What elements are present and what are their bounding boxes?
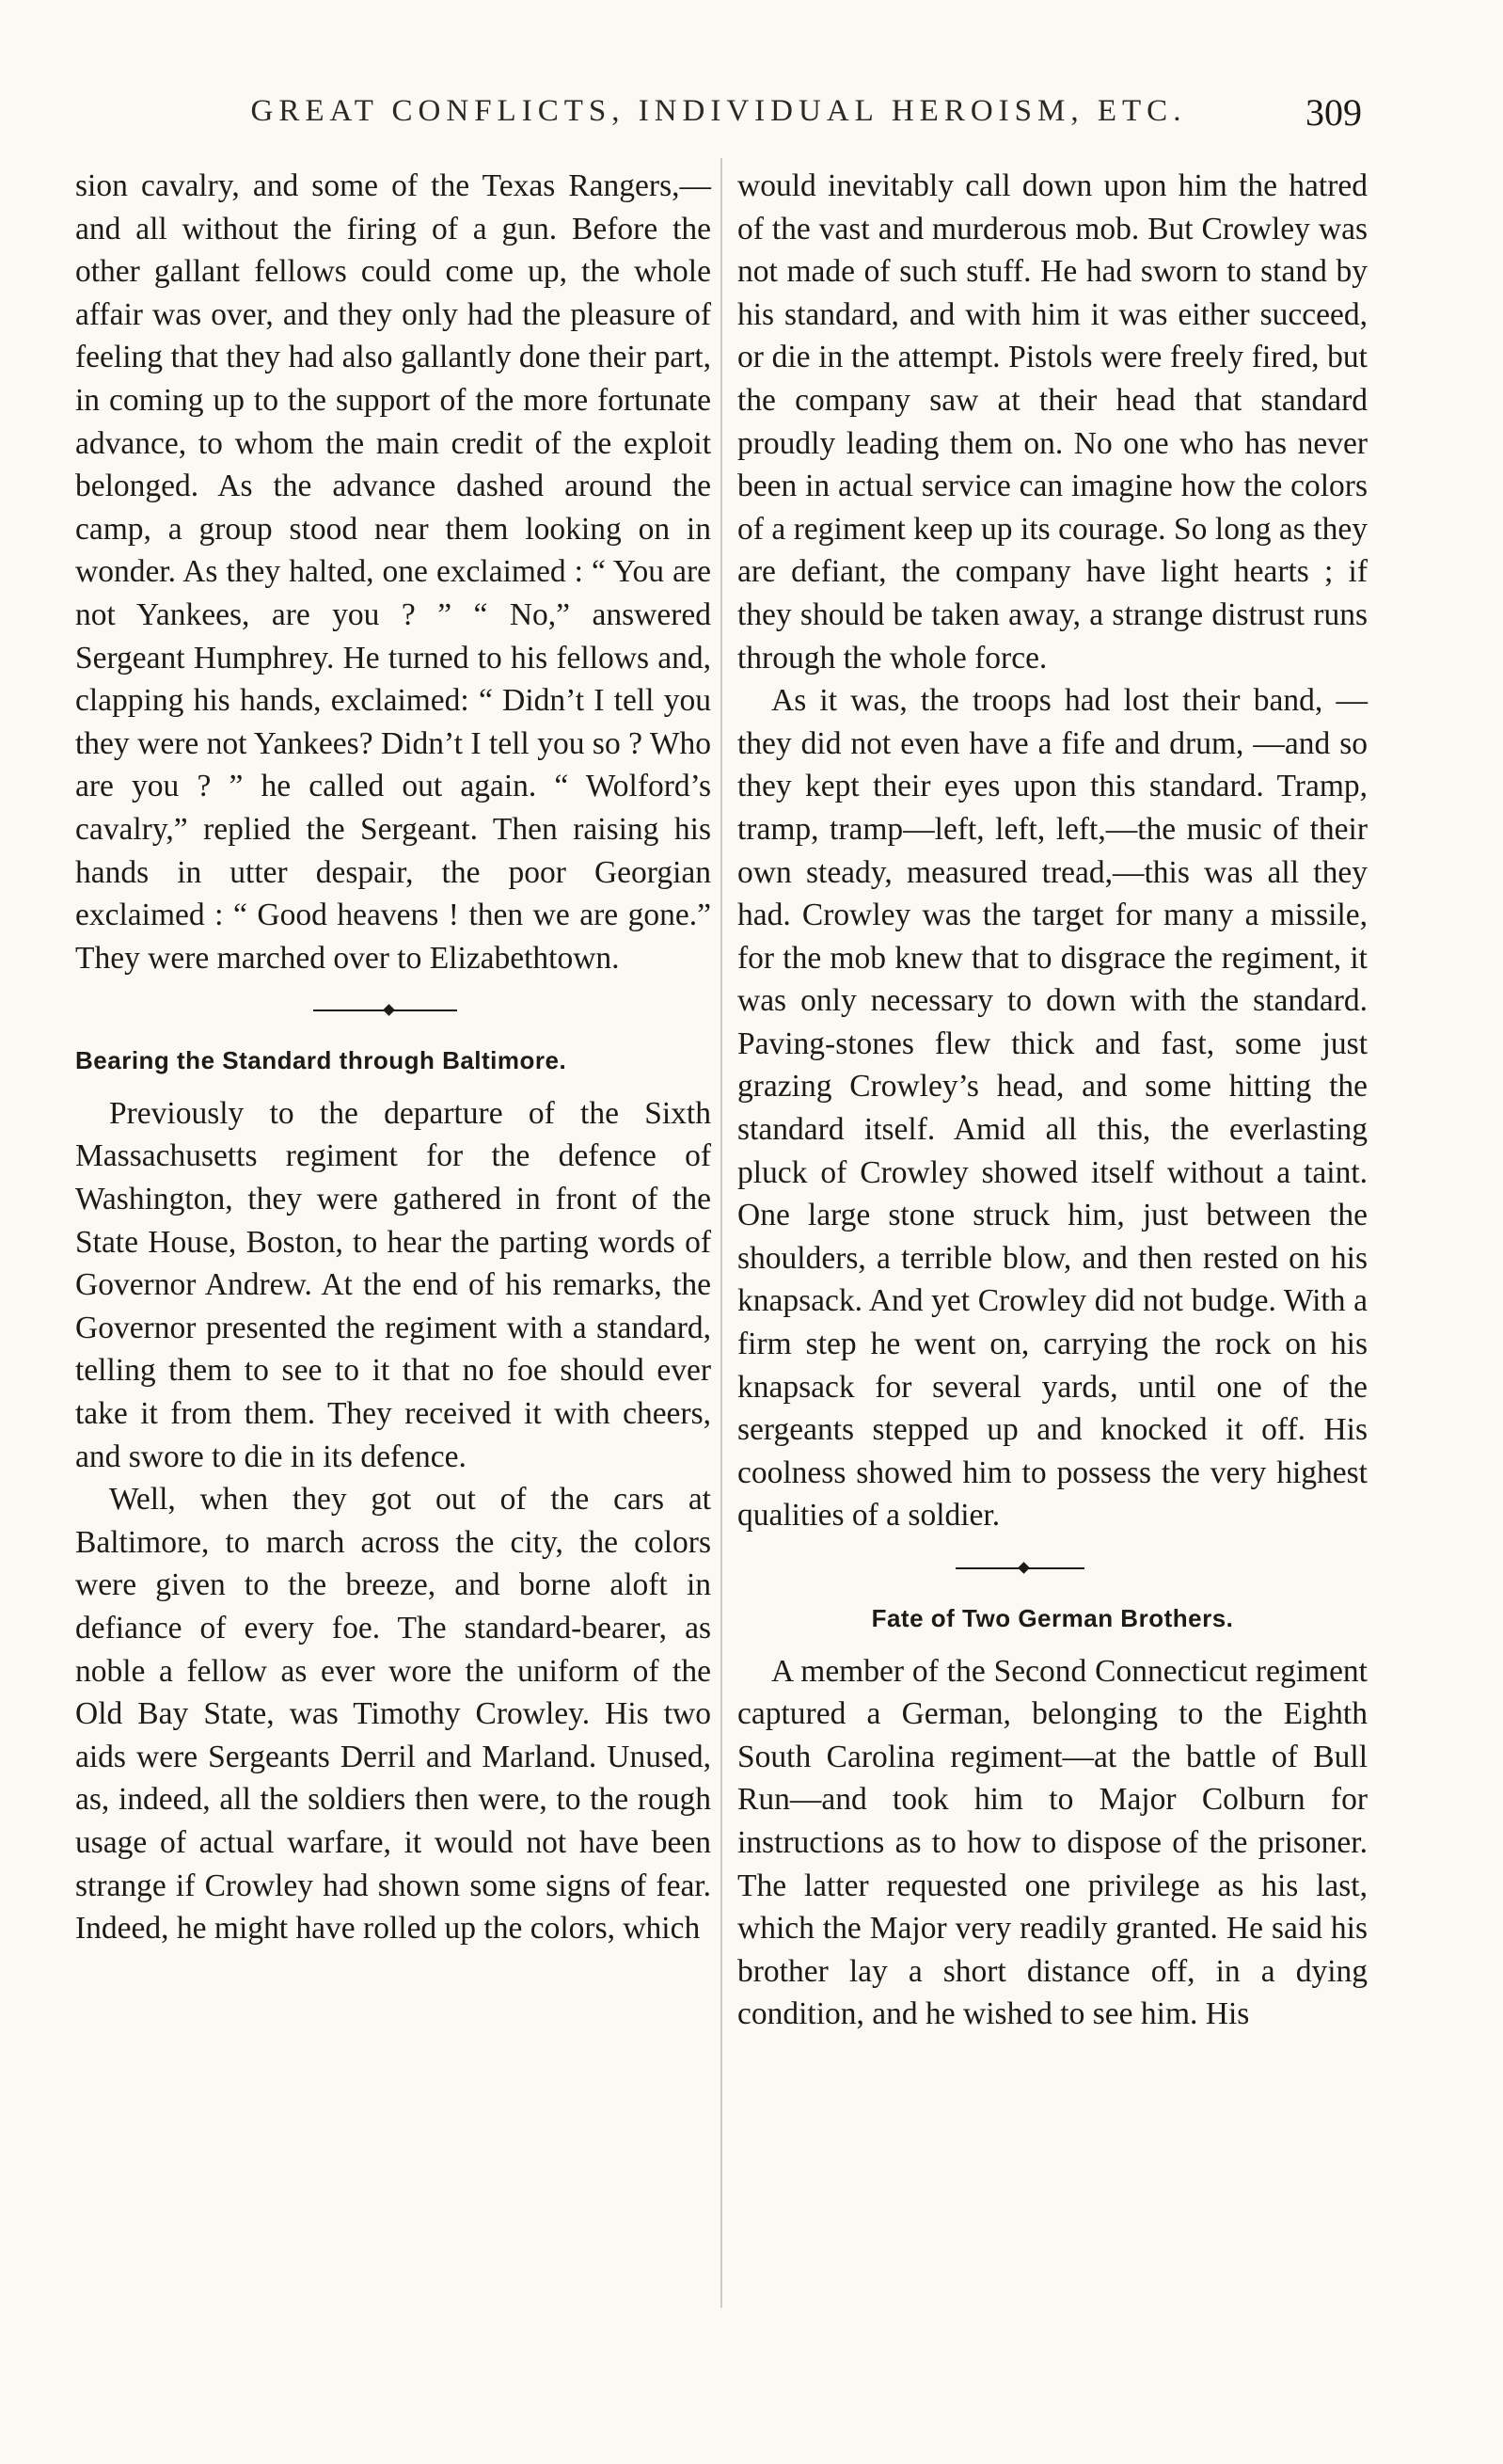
section-heading: Bearing the Standard through Baltimore. — [75, 1046, 567, 1075]
running-head — [75, 91, 1362, 151]
running-title: GREAT CONFLICTS, INDIVIDUAL HEROISM, ETC. — [250, 94, 1187, 128]
body-paragraph: A member of the Second Connecticut regiment captured a German, belonging to the Eighth South Carolina regiment—at the battle of Bull Run—and took him to Major Colburn for instructions as to how to dispose of the prisoner. The latter requested one privilege as his last, which the Major very readily granted. He said his brother lay a short distance off, in a dying condition, and he wished to see him. His — [737, 1653, 1368, 2032]
body-paragraph: Previously to the departure of the Sixth Massachusetts regiment for the defence of Washington, they were gathered in front of the State House, Boston, to hear the parting words of Governor Andrew. At the end of his remarks, the Governor presented the regiment with a standard, telling them to see to it that no foe should ever take it from them. They received it with cheers, and swore to die in its defence. — [75, 1095, 711, 1474]
page-number: 309 — [1305, 91, 1362, 134]
body-paragraph: Well, when they got out of the cars at Baltimore, to march across the city, the colors were given to the breeze, and borne aloft in defiance of every foe. The standard-bearer, as noble a fellow as ever wore the uniform of the Old Bay State, was Timothy Crowley. His two aids were Sergeants Derril and Marland. Unused, as, indeed, all the soldiers then were, to the rough usage of actual warfare, it would not have been strange if Crowley had shown some signs of fear. Indeed, he might have rolled up the colors, which — [75, 1482, 711, 1947]
section-divider-ornament — [75, 994, 711, 1026]
section-heading: Fate of Two German Brothers. — [871, 1604, 1234, 1632]
continued-paragraph: would inevitably call down upon him the hatred of the vast and murderous mob. But Crowley was not made of such stuff. He had sworn to stand by his standard, and with him it was either succeed, or die in the attempt. Pistols were freely fired, but the company saw at their head that standard proudly leading them on. No one who has never been in actual service can imagine how the colors of a regiment keep up its courage. So long as they are defiant, the company have light hearts ; if they should be taken away, a strange distrust runs through the whole force. — [737, 168, 1368, 676]
section-divider-ornament — [737, 1552, 1368, 1584]
left-column — [75, 165, 711, 1950]
continued-paragraph: sion cavalry, and some of the Texas Rangers,—and all without the firing of a gun. Before the other gallant fellows could come up, the whole affair was over, and they only had the pleasure of feeling that they had also gallantly done their part, in coming up to the support of the more fortunate advance, to whom the main credit of the exploit belonged. As the advance dashed around the camp, a group stood near them looking on in wonder. As they halted, one exclaimed : “ You are not Yankees, are you ? ” “ No,” answered Sergeant Humphrey. He turned to his fellows and, clapping his hands, exclaimed: “ Didn’t I tell you they were not Yankees? Didn’t I tell you so ? Who are you ? ” he called out again. “ Wolford’s cavalry,” replied the Sergeant. Then raising his hands in utter despair, the poor Georgian exclaimed : “ Good heavens ! then we are gone.” They were marched over to Elizabethtown. — [75, 168, 711, 976]
right-column — [737, 165, 1368, 2036]
column-rule — [720, 158, 722, 2308]
body-paragraph: As it was, the troops had lost their band, —they did not even have a fife and drum, —and so they kept their eyes upon this standard. Tramp, tramp, tramp—left, left, left,—the music of their own steady, measured tread,—this was all they had. Crowley was the target for many a missile, for the mob knew that to disgrace the regiment, it was only necessary to down with the standard. Paving-stones flew thick and fast, some just grazing Crowley’s head, and some hitting the standard itself. Amid all this, the everlasting pluck of Crowley showed itself without a taint. One large stone struck him, just between the shoulders, a terrible blow, and then rested on his knapsack. And yet Crowley did not budge. With a firm step he went on, carrying the rock on his knapsack for several yards, until one of the sergeants stepped up and knocked it off. His coolness showed him to possess the very highest qualities of a soldier. — [737, 683, 1368, 1534]
